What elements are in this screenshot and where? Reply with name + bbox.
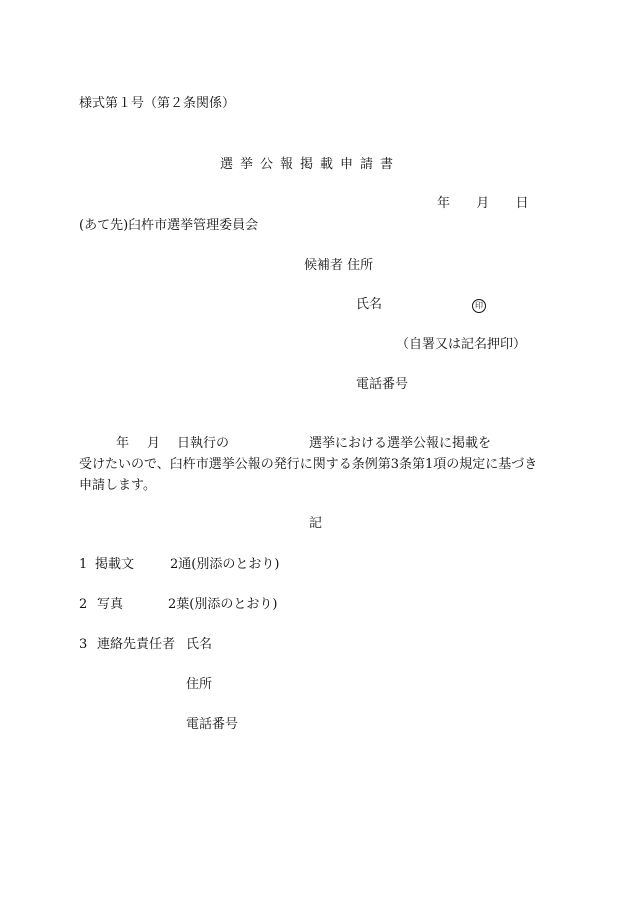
ki-heading: 記 <box>309 516 323 531</box>
applicant-phone-label: 電話番号 <box>356 377 409 392</box>
date-year: 年 <box>437 196 451 211</box>
seal-icon: 印 <box>472 299 486 313</box>
seal-mark <box>472 297 486 313</box>
item-1-value: 2通(別添のとおり) <box>170 557 280 572</box>
body-line-1-day: 日執行の <box>177 436 230 451</box>
contact-phone-label: 電話番号 <box>186 717 239 732</box>
body-line-1-year: 年 <box>116 436 130 451</box>
item-1-label: 掲載文 <box>95 557 135 572</box>
date-line <box>437 196 529 212</box>
document-title: 選挙公報掲載申請書 <box>220 157 401 172</box>
applicant-name-label: 氏名 <box>356 297 383 312</box>
body-line-1-rest: 選挙における選挙公報に掲載を <box>309 436 492 451</box>
form-number: 様式第１号（第２条関係） <box>79 96 236 111</box>
contact-name-label: 氏名 <box>186 637 213 652</box>
applicant-address-label: 候補者 住所 <box>304 258 374 273</box>
date-month: 月 <box>476 196 490 211</box>
item-2-value: 2葉(別添のとおり) <box>168 597 278 612</box>
body-line-1-month: 月 <box>147 436 161 451</box>
item-3-number: 3 <box>79 637 88 652</box>
body-line-3: 申請します。 <box>79 478 156 493</box>
item-2-label: 写真 <box>97 597 124 612</box>
contact-address-label: 住所 <box>186 677 213 692</box>
signature-note: （自署又は記名押印） <box>396 337 527 352</box>
item-1-number: 1 <box>79 557 88 572</box>
addressee: (あて先)臼杵市選挙管理委員会 <box>79 218 259 233</box>
item-2-number: 2 <box>79 597 88 612</box>
date-day: 日 <box>515 196 529 211</box>
item-3-label: 連絡先責任者 <box>97 637 176 652</box>
body-line-2: 受けたいので、臼杵市選挙公報の発行に関する条例第3条第1項の規定に基づき <box>79 457 538 472</box>
